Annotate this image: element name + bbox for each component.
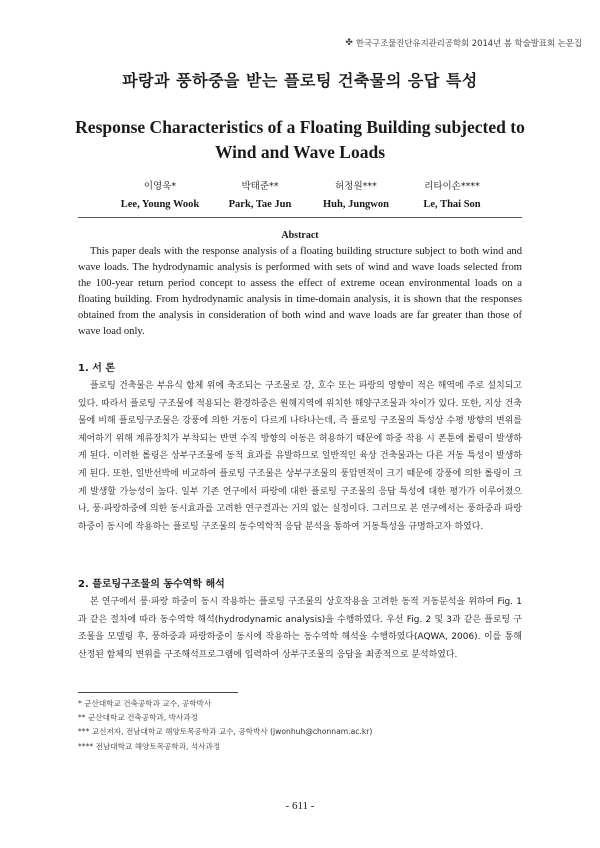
- conference-header: [345, 37, 582, 49]
- footnote-divider: [78, 692, 238, 693]
- author-3-korean: 허정원***: [335, 181, 377, 192]
- author-divider: [78, 217, 522, 218]
- footnote-1: * 군산대학교 건축공학과 교수, 공학박사: [78, 699, 212, 708]
- footnote-3: *** 교신저자, 전남대학교 해양토목공학과 교수, 공학박사 (jwonhuh@chonnam.ac.kr): [78, 727, 373, 737]
- section-1-heading: 1. 서 론: [78, 363, 116, 374]
- author-2-korean: 박태준**: [241, 181, 279, 192]
- footnote-4: **** 전남대학교 해양토목공학과, 석사과정: [78, 741, 221, 751]
- author-4: [404, 178, 500, 214]
- section-2-text: 본 연구에서 풍·파랑 하중이 동시 작용하는 플로팅 구조물의 상호작용을 고려한 동적 거동분석을 위하여 Fig. 1과 같은 절차에 따라 동수역학 해석(hydrodynamic analysis)을 수행하였다. 우선 Fig. 2 및 3과 같은 플로팅 구조물을 모델링 후, 풍하중과 파랑하중이 동시에 작용하는 동수역학 해석을 수행하였다(AQWA, 2006). 이를 통해 산정된 함체의 변위를 구조해석프로그램에 입력하여 상부구조물의 응답을 최종적으로 분석하였다.: [78, 597, 522, 660]
- title-korean: 파랑과 풍하중을 받는 플로팅 건축물의 응답 특성: [122, 71, 478, 90]
- author-1-korean: 이영욱*: [143, 181, 177, 192]
- footnotes: [78, 697, 372, 754]
- conference-title: 한국구조물진단유지관리공학회 2014년 봄 학술발표회 논문집: [355, 38, 582, 48]
- author-2-english: Park, Tae Jun: [228, 199, 292, 210]
- author-list: [108, 178, 500, 214]
- author-1: [108, 178, 212, 214]
- section-1-text: 플로팅 건축물은 부유식 함체 위에 축조되는 구조물로 강, 호수 또는 파랑의 영향이 적은 해역에 주로 설치되고 있다. 따라서 플로팅 구조물에 적용되는 환경하중은 원해지역에 위치한 해양구조물과 차이가 있다. 또한, 지상 건축물에 비해 플로팅구조물은 강풍에 의한 거동이 다르게 나타나는데, 즉 플로팅 구조물의 특성상 수평 방향의 변위를 제어하기 위해 계류장치가 부착되는 반면 수직 방향의 이동은 허용하기 때문에 하중 작용 시 폰툰에 롤링이 발생하게 된다. 이러한 롤링은 상부구조물에 동적 효과를 유발하므로 일반적인 육상 건축물과는 다른 거동 특성이 발생하게 된다. 또한, 일반선박에 비교하여 플로팅 구조물은 상부구조물의 풍압면적이 크기 때문에 강풍에 의한 롤링이 크게 발생할 가능성이 높다. 일부 기존 연구에서 파랑에 대한 플로팅 구조물의 응답 특성에 대한 평가가 이루어졌으나, 풍·파랑하중에 의한 동시효과를 고려한 연구결과는 거의 없는 실정이다. 그러므로 본 연구에서는 풍하중과 파랑 하중이 동시에 작용하는 플로팅 구조물의 동수역학적 응답 분석을 통하여 거동특성을 규명하고자 하였다.: [78, 381, 522, 532]
- section-2-heading: 2. 플로팅구조물의 동수역학 해석: [78, 579, 225, 590]
- abstract-text: This paper deals with the response analysis of a floating building structure subject to both wind and wave loads. The hydrodynamic analysis is performed with sets of wind and wave loads selected from the 100-year return period concept to assess the effect of extreme ocean environmental loads on a floating building. From hydrodynamic analysis in time-domain analysis, it is shown that the responses obtained from the analysis in consideration of both wind and wave loads are far greater than those of wave load only.: [78, 246, 522, 337]
- footnote-2: ** 군산대학교 건축공학과, 박사과정: [78, 713, 198, 723]
- title-english: Response Characteristics of a Floating Building subjected to Wind and Wave Loads: [75, 117, 525, 162]
- author-3-english: Huh, Jungwon: [323, 199, 389, 210]
- conference-logo-icon: ✤: [345, 38, 353, 48]
- author-4-korean: 리타이손****: [424, 181, 480, 192]
- author-3: [308, 178, 404, 214]
- abstract-heading: Abstract: [281, 230, 319, 241]
- page-number: - 611 -: [285, 800, 315, 812]
- author-1-english: Lee, Young Wook: [120, 199, 200, 210]
- author-4-english: Le, Thai Son: [423, 199, 481, 210]
- author-2: [212, 178, 308, 214]
